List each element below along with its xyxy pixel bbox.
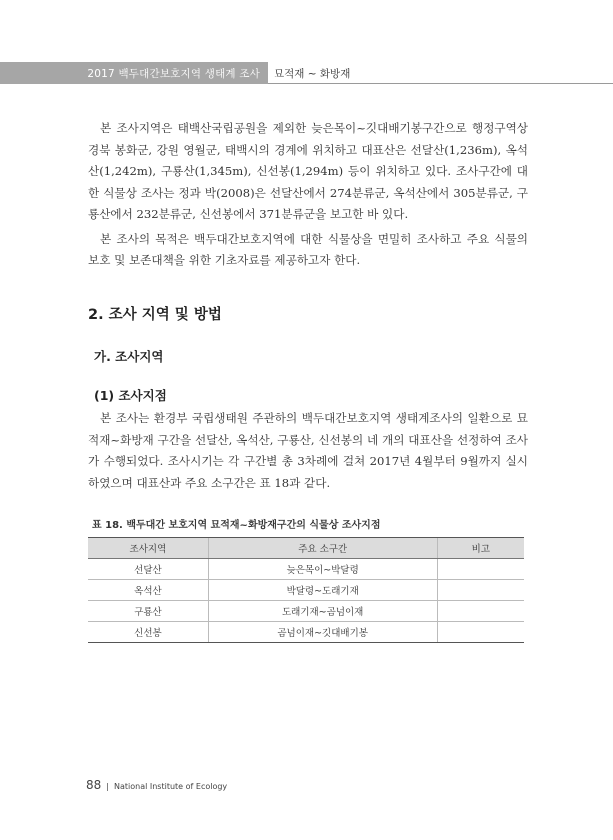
footer-separator: | — [106, 782, 109, 791]
sub-heading: 가. 조사지역 — [94, 349, 164, 364]
table-caption: 표 18. 백두대간 보호지역 묘적재~화방재구간의 식물상 조사지점 — [92, 520, 381, 531]
column-header: 주요 소구간 — [208, 538, 437, 559]
table-cell: 옥석산 — [88, 580, 208, 601]
table-row — [88, 559, 524, 580]
intro-text — [88, 118, 528, 272]
method-paragraph: 본 조사는 환경부 국립생태원 주관하의 백두대간보호지역 생태계조사의 일환으로 묘적재~화방재 구간을 선달산, 옥석산, 구룡산, 신선봉의 네 개의 대표산을 선정하여 조사가 수행되었다. 조사시기는 각 구간별 총 3차례에 걸쳐 2017년 4월부터 9월까지 실시하였으며 대표산과 주요 소구간은 표 18과 같다. — [88, 411, 528, 490]
table-cell: 신선봉 — [88, 622, 208, 643]
header-rule — [268, 83, 613, 84]
table-cell: 늦은목이~박달령 — [208, 559, 437, 580]
table-cell — [437, 601, 524, 622]
page-number: 88 — [86, 778, 102, 792]
running-header — [0, 62, 613, 84]
table-row — [88, 601, 524, 622]
method-text — [88, 408, 528, 494]
header-right-title: 묘적재 ~ 화방재 — [274, 68, 351, 80]
table-cell — [437, 622, 524, 643]
footer-organization: National Institute of Ecology — [113, 782, 228, 791]
column-header: 비고 — [437, 538, 524, 559]
table-cell: 박달령~도래기재 — [208, 580, 437, 601]
table-cell: 구룡산 — [88, 601, 208, 622]
section-heading: 2. 조사 지역 및 방법 — [88, 307, 222, 323]
table-cell: 도래기재~곰넘이재 — [208, 601, 437, 622]
header-title-block — [0, 62, 268, 84]
table-header-row — [88, 538, 524, 559]
table-cell — [437, 580, 524, 601]
sub-sub-heading: (1) 조사지점 — [94, 388, 167, 403]
survey-site-table — [88, 537, 524, 643]
intro-paragraph-1: 본 조사지역은 태백산국립공원을 제외한 늦은목이~깃대배기봉구간으로 행정구역상 경북 봉화군, 강원 영월군, 태백시의 경계에 위치하고 대표산은 선달산(1,236m), 옥석산(1,242m), 구룡산(1,345m), 신선봉(1,294m) 등이 위치하고 있다. 조사구간에 대한 식물상 조사는 정과 박(2008)은 선달산에서 274분류군, 옥석산에서 305분류군, 구룡산에서 232분류군, 신선봉에서 371분류군을 보고한 바 있다. — [88, 121, 528, 221]
table-cell: 곰넘이재~깃대배기봉 — [208, 622, 437, 643]
header-left-title: 2017 백두대간보호지역 생태계 조사 — [87, 68, 260, 80]
table-row — [88, 622, 524, 643]
intro-paragraph-2: 본 조사의 목적은 백두대간보호지역에 대한 식물상을 면밀히 조사하고 주요 식물의 보호 및 보존대책을 위한 기초자료를 제공하고자 한다. — [88, 231, 528, 267]
column-header: 조사지역 — [88, 538, 208, 559]
table-cell — [437, 559, 524, 580]
table-row — [88, 580, 524, 601]
table-cell: 선달산 — [88, 559, 208, 580]
page-footer — [86, 774, 227, 793]
